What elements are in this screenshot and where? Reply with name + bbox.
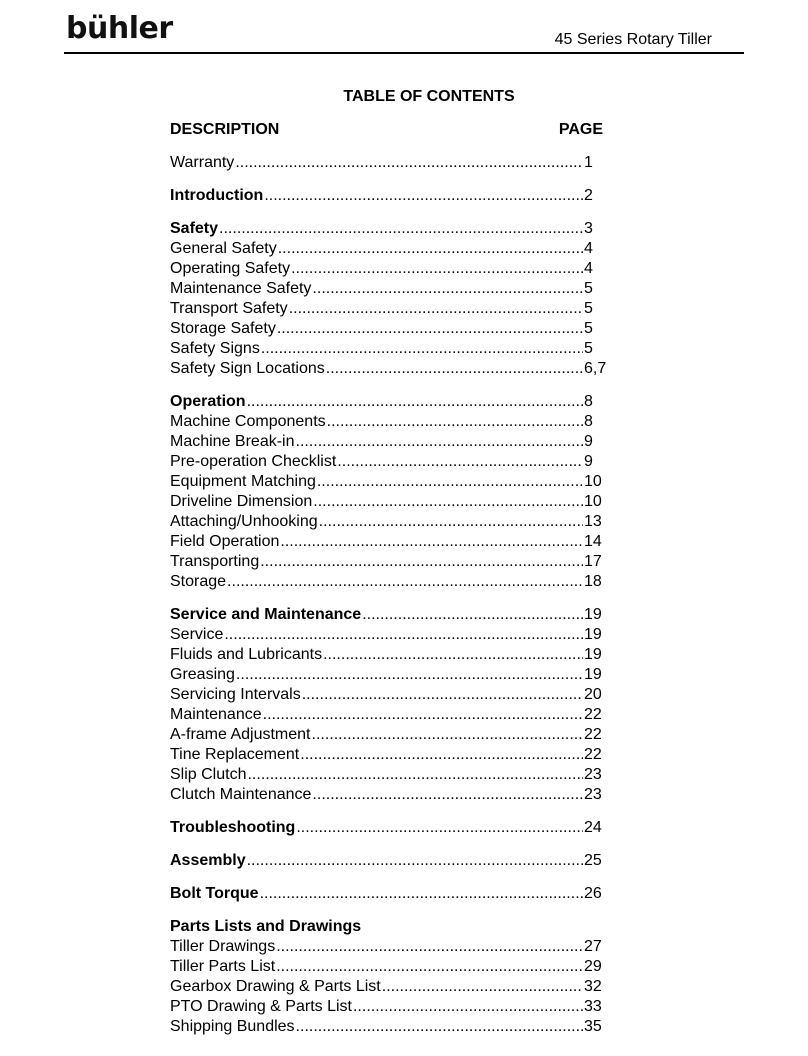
dot-leader <box>280 532 583 552</box>
toc-entry[interactable] <box>170 977 610 997</box>
page-column-header: PAGE <box>558 121 603 138</box>
toc-entry[interactable] <box>170 299 610 319</box>
toc-entry-label: Safety Sign Locations <box>170 360 325 377</box>
toc-entry-page: 14 <box>584 533 602 550</box>
toc-entry-page: 27 <box>584 938 602 955</box>
dot-leader <box>323 645 583 665</box>
dot-leader <box>276 937 583 957</box>
toc-entry-label: Troubleshooting <box>170 819 296 836</box>
toc-entry-label: Storage <box>170 573 227 590</box>
toc-entry-page: 17 <box>584 553 602 570</box>
toc-entry-page: 22 <box>584 746 602 763</box>
dot-leader <box>247 851 583 871</box>
dot-leader <box>278 239 583 259</box>
dot-leader <box>302 685 583 705</box>
toc-title: TABLE OF CONTENTS <box>343 88 515 105</box>
description-column-header: DESCRIPTION <box>170 121 280 138</box>
toc-entry[interactable] <box>170 957 610 977</box>
toc-entry[interactable] <box>170 785 610 805</box>
toc-entry[interactable] <box>170 685 610 705</box>
toc-entry-page: 13 <box>584 513 602 530</box>
toc-entry[interactable] <box>170 884 610 904</box>
toc-entry-label: Servicing Intervals <box>170 686 301 703</box>
dot-leader <box>236 665 583 685</box>
toc-entry[interactable] <box>170 851 610 871</box>
dot-leader <box>227 572 583 592</box>
toc-entry[interactable] <box>170 153 610 173</box>
toc-entry-page: 5 <box>584 300 593 317</box>
toc-entry-label: Maintenance Safety <box>170 280 312 297</box>
toc-section <box>170 605 610 805</box>
toc-entry-page: 19 <box>584 606 602 623</box>
toc-entry[interactable] <box>170 392 610 412</box>
toc-entry-label: Assembly <box>170 852 246 869</box>
toc-entry-page: 6,7 <box>584 360 607 377</box>
toc-entry-page: 25 <box>584 852 602 869</box>
toc-entry-label: Clutch Maintenance <box>170 786 312 803</box>
toc-entry-label: Safety <box>170 220 219 237</box>
toc-entry-page: 5 <box>584 320 593 337</box>
toc-entry[interactable] <box>170 492 610 512</box>
toc-entry-page: 3 <box>584 220 593 237</box>
dot-leader <box>247 765 583 785</box>
toc-entry-page: 2 <box>584 187 593 204</box>
toc-entry-page: 22 <box>584 726 602 743</box>
toc-entry-page: 1 <box>584 154 593 171</box>
toc-entry[interactable] <box>170 605 610 625</box>
toc-entry-page: 33 <box>584 998 602 1015</box>
header-rule <box>64 52 744 54</box>
toc-entry[interactable] <box>170 432 610 452</box>
toc-entry[interactable] <box>170 725 610 745</box>
toc-entry-label: Service and Maintenance <box>170 606 362 623</box>
dot-leader <box>235 153 583 173</box>
toc-entry[interactable] <box>170 279 610 299</box>
toc-entry-page: 10 <box>584 473 602 490</box>
toc-entry-label: Equipment Matching <box>170 473 316 490</box>
toc-entry-page: 19 <box>584 646 602 663</box>
toc-entry-label: Service <box>170 626 224 643</box>
dot-leader <box>277 319 583 339</box>
toc-entry[interactable] <box>170 319 610 339</box>
dot-leader <box>276 957 583 977</box>
toc-section <box>170 219 610 379</box>
toc-entry-page: 10 <box>584 493 602 510</box>
toc-entry-page: 9 <box>584 453 593 470</box>
toc-entry-label: Transport Safety <box>170 300 288 317</box>
dot-leader <box>296 1017 583 1037</box>
toc-entry-page: 22 <box>584 706 602 723</box>
dot-leader <box>353 997 583 1017</box>
toc-entry-label: Machine Components <box>170 413 326 430</box>
toc-entry-page: 4 <box>584 240 593 257</box>
toc-entry-label: General Safety <box>170 240 277 257</box>
toc-entry[interactable] <box>170 1017 610 1037</box>
toc-entry[interactable] <box>170 745 610 765</box>
toc-entry-label: Warranty <box>170 154 235 171</box>
toc-entry-page: 23 <box>584 786 602 803</box>
toc-entry-page: 5 <box>584 280 593 297</box>
toc-entry-page: 23 <box>584 766 602 783</box>
dot-leader <box>327 412 583 432</box>
toc-entry-page: 35 <box>584 1018 602 1035</box>
dot-leader <box>289 299 583 319</box>
toc-entry[interactable] <box>170 818 610 838</box>
toc-entry-label: Fluids and Lubricants <box>170 646 323 663</box>
toc-entry-page: 20 <box>584 686 602 703</box>
toc-entry-label: Storage Safety <box>170 320 276 337</box>
toc-entry[interactable] <box>170 645 610 665</box>
toc-entry-page: 5 <box>584 340 593 357</box>
toc-entry-label: Machine Break-in <box>170 433 295 450</box>
toc-entry-page: 26 <box>584 885 602 902</box>
dot-leader <box>296 818 583 838</box>
dot-leader <box>296 432 584 452</box>
toc-entry[interactable] <box>170 239 610 259</box>
dot-leader <box>224 625 583 645</box>
toc-entry[interactable] <box>170 186 610 206</box>
toc-entry[interactable] <box>170 512 610 532</box>
toc-entry-label: Pre-operation Checklist <box>170 453 337 470</box>
toc-entry-label: Driveline Dimension <box>170 493 313 510</box>
toc-entry-label: Shipping Bundles <box>170 1018 295 1035</box>
dot-leader <box>247 392 583 412</box>
series-title: 45 Series Rotary Tiller <box>554 31 712 48</box>
toc-section <box>170 851 610 871</box>
toc-entry[interactable] <box>170 452 610 472</box>
toc-section <box>170 186 610 206</box>
toc-entry-page: 9 <box>584 433 593 450</box>
dot-leader <box>264 186 583 206</box>
toc-entry-label: Greasing <box>170 666 235 683</box>
dot-leader <box>300 745 583 765</box>
toc-entry-page: 4 <box>584 260 593 277</box>
dot-leader <box>312 279 583 299</box>
toc-entry[interactable] <box>170 259 610 279</box>
toc-entry[interactable] <box>170 532 610 552</box>
toc-entry-label: Safety Signs <box>170 340 260 357</box>
toc-entry-label: Maintenance <box>170 706 262 723</box>
toc-entry[interactable] <box>170 665 610 685</box>
dot-leader <box>326 359 583 379</box>
toc-entry-label: Introduction <box>170 187 264 204</box>
dot-leader <box>317 472 583 492</box>
toc-entry-page: 19 <box>584 626 602 643</box>
dot-leader <box>312 785 583 805</box>
toc-entry-label: Operating Safety <box>170 260 291 277</box>
toc-entry-label: Slip Clutch <box>170 766 247 783</box>
toc-entry[interactable] <box>170 705 610 725</box>
toc-entry-page: 18 <box>584 573 602 590</box>
toc-entry-label: PTO Drawing & Parts List <box>170 998 352 1015</box>
toc-entry-label: Attaching/Unhooking <box>170 513 318 530</box>
toc-entry-page: 32 <box>584 978 602 995</box>
toc-entry[interactable] <box>170 219 610 239</box>
toc-entry[interactable] <box>170 412 610 432</box>
toc-entry-label: Gearbox Drawing & Parts List <box>170 978 381 995</box>
toc-entry-page: 19 <box>584 666 602 683</box>
toc-entry[interactable] <box>170 359 610 379</box>
toc-entry-label: Bolt Torque <box>170 885 259 902</box>
toc-entry-label: Tiller Drawings <box>170 938 276 955</box>
toc-section <box>170 917 610 1037</box>
toc-list <box>170 153 610 1050</box>
dot-leader <box>260 552 583 572</box>
toc-section-heading: Parts Lists and Drawings <box>170 918 362 935</box>
toc-entry[interactable] <box>170 552 610 572</box>
dot-leader <box>260 884 583 904</box>
toc-section <box>170 818 610 838</box>
toc-entry[interactable] <box>170 472 610 492</box>
toc-entry-page: 8 <box>584 413 593 430</box>
toc-entry-label: Transporting <box>170 553 260 570</box>
toc-entry[interactable] <box>170 997 610 1017</box>
buhler-logo: bühler <box>66 11 173 46</box>
toc-entry[interactable] <box>170 339 610 359</box>
toc-section <box>170 392 610 592</box>
dot-leader <box>263 705 583 725</box>
toc-entry[interactable] <box>170 625 610 645</box>
dot-leader <box>291 259 583 279</box>
toc-entry-label: Field Operation <box>170 533 280 550</box>
dot-leader <box>313 492 583 512</box>
toc-entry[interactable] <box>170 937 610 957</box>
toc-entry-page: 29 <box>584 958 602 975</box>
toc-entry-page: 8 <box>584 393 593 410</box>
dot-leader <box>337 452 583 472</box>
toc-section <box>170 153 610 173</box>
dot-leader <box>362 605 583 625</box>
dot-leader <box>219 219 583 239</box>
dot-leader <box>261 339 583 359</box>
toc-entry-label: Tine Replacement <box>170 746 300 763</box>
toc-entry-label: Tiller Parts List <box>170 958 276 975</box>
dot-leader <box>382 977 583 997</box>
toc-entry-label: Operation <box>170 393 246 410</box>
toc-entry[interactable] <box>170 765 610 785</box>
toc-entry[interactable] <box>170 572 610 592</box>
dot-leader <box>319 512 583 532</box>
toc-entry-label: A-frame Adjustment <box>170 726 311 743</box>
toc-entry-page: 24 <box>584 819 602 836</box>
toc-section <box>170 884 610 904</box>
dot-leader <box>312 725 584 745</box>
